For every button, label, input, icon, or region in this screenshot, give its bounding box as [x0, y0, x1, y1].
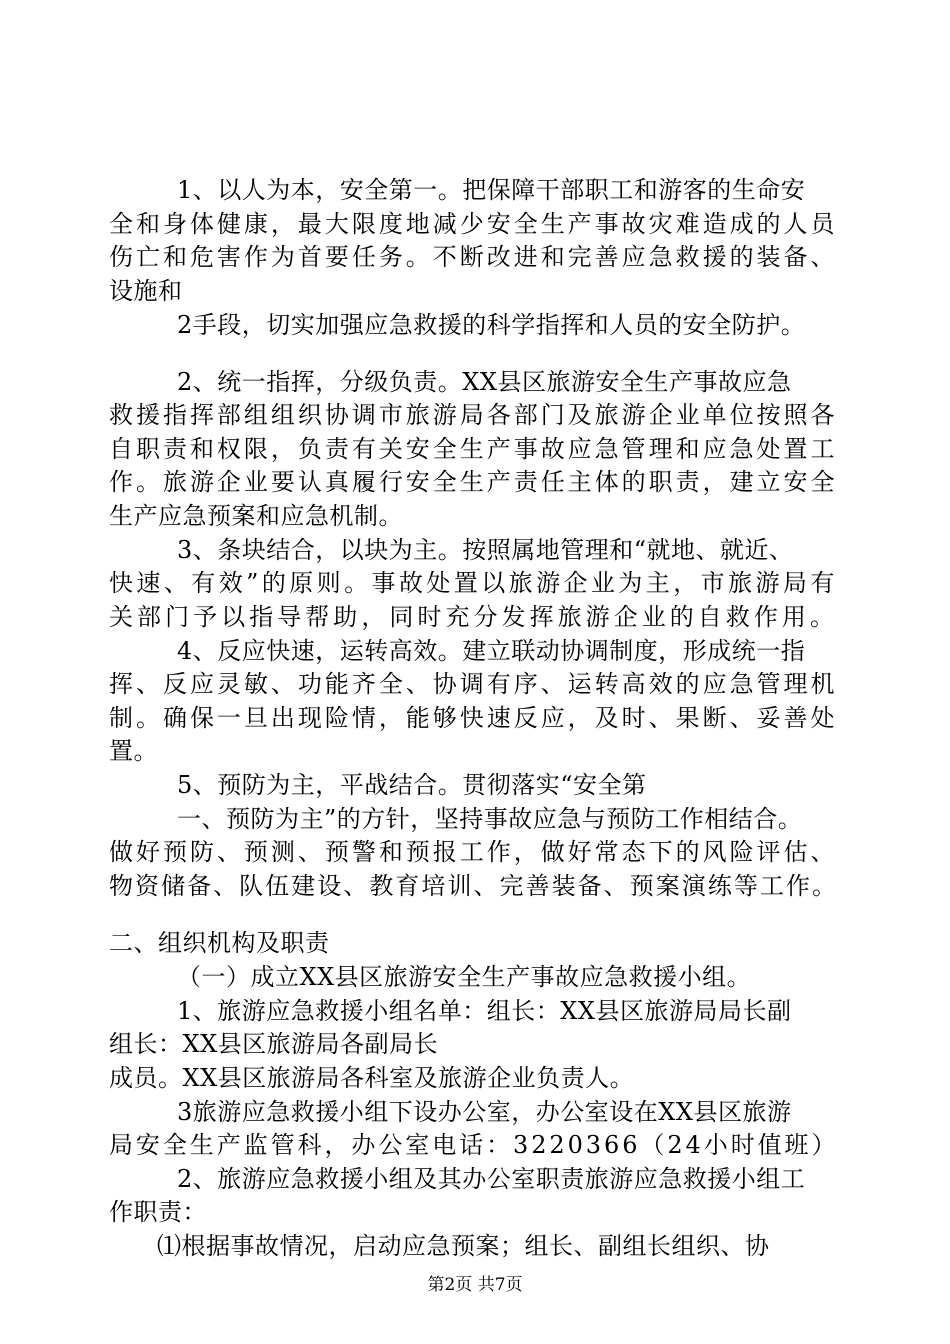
text-line: 组长：XX县区旅游局各副局长: [109, 1030, 439, 1058]
text-line: ⑴根据事故情况，启动应急预案；组长、副组长组织、协: [157, 1232, 770, 1260]
text-line: 快速、有效”的原则。事故处置以旅游企业为主，市旅游局有: [109, 569, 838, 597]
text-line: 4、反应快速，运转高效。建立联动协调制度，形成统一指: [177, 637, 806, 665]
text-line: 5、预防为主，平战结合。贯彻落实“安全第: [177, 771, 647, 799]
text-line: 生产应急预案和应急机制。: [109, 502, 403, 530]
text-line: 2手段，切实加强应急救援的科学指挥和人员的安全防护。: [177, 311, 806, 339]
text-line: 救援指挥部组组织协调市旅游局各部门及旅游企业单位按照各: [109, 401, 838, 429]
text-line: 成员。XX县区旅游局各科室及旅游企业负责人。: [109, 1064, 635, 1092]
text-line: 做好预防、预测、预警和预报工作，做好常态下的风险评估、: [109, 838, 838, 866]
text-line: 作。旅游企业要认真履行安全生产责任主体的职责，建立安全: [109, 468, 838, 496]
text-line: 2、统一指挥，分级负责。XX县区旅游安全生产事故应急: [177, 368, 792, 396]
page-footer: 第2页 共7页: [427, 1275, 523, 1295]
text-line: 1、旅游应急救援小组名单：组长：XX县区旅游局局长副: [177, 997, 792, 1025]
text-line: 设施和: [109, 277, 183, 305]
text-line: 作职责：: [109, 1198, 207, 1226]
text-line: 一、预防为主”的方针，坚持事故应急与预防工作相结合。: [177, 805, 803, 833]
text-line: 关部门予以指导帮助，同时充分发挥旅游企业的自救作用。: [109, 603, 838, 631]
text-line: 1、以人为本，安全第一。把保障干部职工和游客的生命安: [177, 176, 806, 204]
text-line: 全和身体健康，最大限度地减少安全生产事故灾难造成的人员: [109, 210, 838, 238]
text-line: 制。确保一旦出现险情，能够快速反应，及时、果断、妥善处: [109, 704, 838, 732]
text-line: 物资储备、队伍建设、教育培训、完善装备、预案演练等工作。: [109, 872, 838, 900]
text-line: 置。: [109, 737, 158, 765]
text-line: 伤亡和危害作为首要任务。不断改进和完善应急救援的装备、: [109, 243, 838, 271]
text-line: 3、条块结合，以块为主。按照属地管理和“就地、就近、: [177, 536, 794, 564]
text-line: 二、组织机构及职责: [109, 929, 330, 957]
text-line: 3旅游应急救援小组下设办公室，办公室设在XX县区旅游: [177, 1098, 792, 1126]
text-line: （一）成立XX县区旅游安全生产事故应急救援小组。: [177, 963, 752, 991]
text-line: 局安全生产监管科，办公室电话：3220366（24小时值班）: [109, 1131, 839, 1159]
text-line: 挥、反应灵敏、功能齐全、协调有序、运转高效的应急管理机: [109, 670, 838, 698]
text-line: 自职责和权限，负责有关安全生产事故应急管理和应急处置工: [109, 435, 838, 463]
text-line: 2、旅游应急救援小组及其办公室职责旅游应急救援小组工: [177, 1165, 806, 1193]
